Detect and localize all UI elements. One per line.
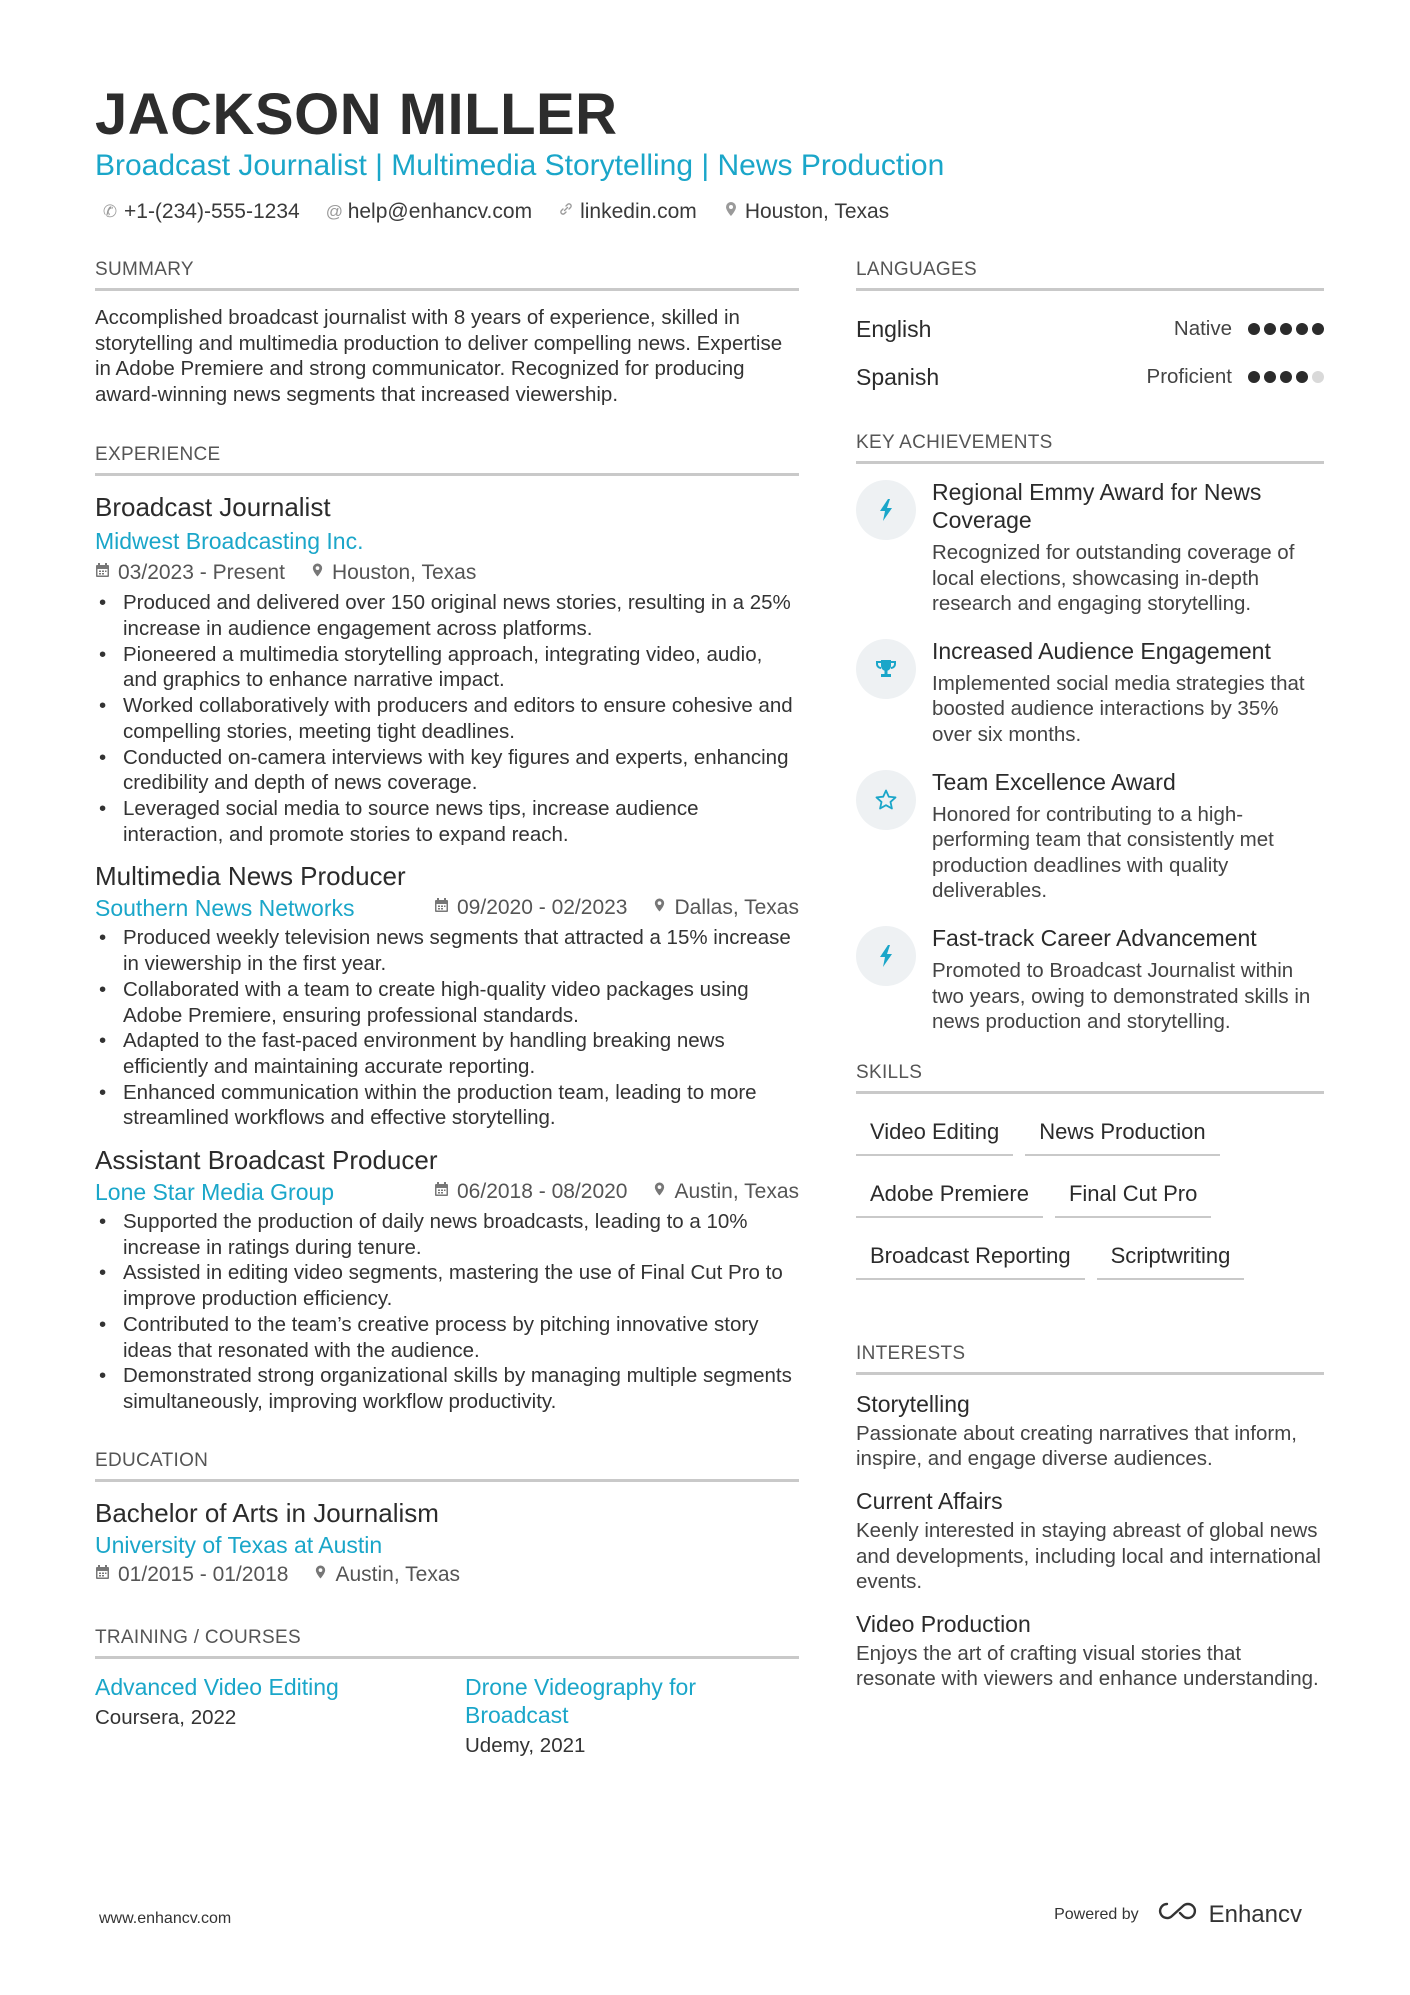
languages-heading: LANGUAGES [856,258,1324,291]
achievement-item [856,924,1324,1035]
bullet-item: • Supported the production of daily news broadcasts, leading to a 10% increase in ratings during tenure. [95,1209,799,1260]
achievement-list [856,478,1324,1035]
language-level: Native [1173,317,1232,340]
job-title: Multimedia News Producer [95,861,406,892]
job-location-text: Houston, Texas [331,561,477,585]
contact-phone[interactable] [102,198,300,226]
achievement-title: Team Excellence Award [932,768,1176,795]
achievement-title: Increased Audience Engagement [932,637,1271,664]
candidate-tagline: Broadcast Journalist | Multimedia Storytelling | News Production [95,149,945,182]
at-icon: @ [325,202,343,221]
language-name: English [856,315,932,342]
language-item [856,353,1324,401]
job-entry [95,1143,799,1415]
job-dates-text: 09/2020 - 02/2023 [457,896,628,920]
location-pin-icon [723,198,739,226]
linkedin-text: linkedin.com [580,200,697,223]
job-location-text: Austin, Texas [674,1180,799,1204]
interest-item [856,1609,1324,1692]
proficiency-dot [1280,323,1292,335]
summary-heading: SUMMARY [95,258,799,291]
job-dates [95,558,285,588]
achievement-title: Fast-track Career Advancement [932,924,1257,951]
achievement-title: Regional Emmy Award for News Coverage [932,479,1262,533]
phone-text: +1-(234)-555-1234 [124,200,300,223]
job-entry [95,859,799,1131]
proficiency-dot [1248,323,1260,335]
brand-logo[interactable] [1155,1900,1302,1929]
education-dates [95,1560,288,1590]
achievement-desc: Recognized for outstanding coverage of local elections, showcasing in-depth research and engaging storytelling. [932,541,1295,616]
job-company: Lone Star Media Group [95,1179,335,1206]
contact-email[interactable] [326,198,532,226]
skills-heading: SKILLS [856,1061,1324,1094]
proficiency-dot [1312,371,1324,383]
bolt-icon [856,480,916,540]
job-bullets [95,590,799,847]
interest-desc: Keenly interested in staying abreast of global news and developments, including local and international events. [856,1518,1321,1594]
skill-tag: Final Cut Pro [1055,1170,1211,1218]
bullet-item: • Assisted in editing video segments, mastering the use of Final Cut Pro to improve production efficiency. [95,1260,799,1311]
bullet-item: • Conducted on-camera interviews with key figures and experts, enhancing credibility and depth of news coverage. [95,745,799,796]
job-meta [434,1177,799,1207]
achievement-desc: Promoted to Broadcast Journalist within two years, owing to demonstrated skills in news production and storytelling. [932,958,1311,1034]
education-location-text: Austin, Texas [335,1562,460,1586]
footer-website[interactable]: www.enhancv.com [99,1910,232,1927]
job-company: Midwest Broadcasting Inc. [95,528,364,555]
star-icon [856,770,916,830]
proficiency-dot [1296,371,1308,383]
language-item [856,305,1324,353]
training-heading: TRAINING / COURSES [95,1626,799,1659]
education-heading: EDUCATION [95,1449,799,1482]
skill-tag: Video Editing [856,1108,1013,1156]
bullet-item: • Demonstrated strong organizational skills by managing multiple segments simultaneously, improving workflow productivity. [95,1363,799,1414]
bullet-item: • Pioneered a multimedia storytelling approach, integrating video, audio, and graphics to enhance narrative impact. [95,642,799,693]
job-location-text: Dallas, Texas [674,896,799,920]
education-dates-text: 01/2015 - 01/2018 [118,1562,289,1586]
bolt-icon [856,926,916,986]
interest-title: Video Production [856,1610,1031,1637]
course-provider: Udemy, 2021 [465,1733,586,1757]
interest-desc: Enjoys the art of crafting visual stories that resonate with viewers and enhance understanding. [856,1641,1319,1691]
summary-text: Accomplished broadcast journalist with 8 years of experience, skilled in storytelling and multimedia production to deliver compelling news. Expertise in Adobe Premiere and strong communicator. Recognized for producing award-winning news segments that increased viewership. [95,306,783,406]
job-location [653,1177,799,1207]
footer-branding [1054,1900,1302,1929]
job-company: Southern News Networks [95,895,355,922]
contact-bar [102,198,889,226]
phone-icon: ✆ [102,202,118,221]
skill-tag: Broadcast Reporting [856,1232,1085,1280]
location-pin-icon [314,1560,327,1590]
job-dates-text: 03/2023 - Present [118,561,285,585]
job-dates-text: 06/2018 - 08/2020 [457,1180,628,1204]
language-proficiency [1147,365,1324,389]
skill-tag: News Production [1025,1108,1219,1156]
school-name: University of Texas at Austin [95,1531,383,1558]
job-title: Assistant Broadcast Producer [95,1145,438,1176]
education-meta [95,1560,799,1590]
interests-heading: INTERESTS [856,1342,1324,1375]
job-dates [434,893,627,923]
proficiency-dot [1296,323,1308,335]
brand-name: Enhancv [1208,1900,1302,1928]
location-pin-icon [653,893,666,923]
achievement-item [856,768,1324,904]
job-title: Broadcast Journalist [95,492,331,523]
contact-location [723,198,889,226]
interest-item [856,1389,1324,1472]
calendar-icon [434,893,449,923]
bullet-item: • Collaborated with a team to create high-quality video packages using Adobe Premiere, ensuring professional standards. [95,977,799,1028]
language-name: Spanish [856,363,940,390]
proficiency-dots [1248,323,1324,335]
course-item [465,1673,765,1761]
calendar-icon [95,1560,110,1590]
job-entry [95,490,799,847]
course-list [95,1673,799,1761]
enhancv-logo-icon [1155,1900,1201,1929]
language-level: Proficient [1146,365,1232,388]
job-location [311,558,476,588]
bullet-item: • Produced and delivered over 150 original news stories, resulting in a 25% increase in audience engagement across platforms. [95,590,799,641]
left-column [95,258,799,1761]
job-company-line [95,893,799,923]
education-location [314,1560,460,1590]
interest-list [856,1389,1324,1692]
proficiency-dot [1312,323,1324,335]
bullet-item: • Adapted to the fast-paced environment by handling breaking news efficiently and maintaining accurate reporting. [95,1028,799,1079]
skill-tag: Adobe Premiere [856,1170,1043,1218]
job-meta [434,893,799,923]
candidate-name: JACKSON MILLER [95,82,618,147]
achievements-heading: KEY ACHIEVEMENTS [856,431,1324,464]
achievement-item [856,478,1324,617]
bullet-item: • Produced weekly television news segments that attracted a 15% increase in viewership in the first year. [95,925,799,976]
job-bullets [95,925,799,1131]
powered-by-text: Powered by [1054,1905,1139,1923]
job-meta [95,558,799,588]
calendar-icon [434,1177,449,1207]
bullet-item: • Contributed to the team’s creative process by pitching innovative story ideas that resonated with the audience. [95,1312,799,1363]
right-column [856,258,1324,1706]
course-title: Drone Videography for Broadcast [465,1673,696,1728]
location-pin-icon [311,558,324,588]
achievement-desc: Honored for contributing to a high-performing team that consistently met production deadlines with quality deliverables. [932,802,1274,903]
experience-heading: EXPERIENCE [95,443,799,476]
proficiency-dot [1264,323,1276,335]
interest-title: Storytelling [856,1390,970,1417]
course-title: Advanced Video Editing [95,1673,339,1700]
language-proficiency [1174,317,1324,341]
education-entry [95,1496,799,1590]
link-icon [558,198,574,226]
achievement-desc: Implemented social media strategies that boosted audience interactions by 35% over six months. [932,671,1305,746]
proficiency-dot [1248,371,1260,383]
location-pin-icon [653,1177,666,1207]
job-bullets [95,1209,799,1415]
calendar-icon [95,558,110,588]
skill-list [856,1108,1324,1294]
course-item [95,1673,465,1761]
language-list [856,305,1324,401]
trophy-icon [856,639,916,699]
interest-desc: Passionate about creating narratives that inform, inspire, and engage diverse audiences. [856,1421,1297,1471]
proficiency-dot [1264,371,1276,383]
achievement-item [856,637,1324,748]
email-text: help@enhancv.com [347,200,533,223]
bullet-item: • Enhanced communication within the production team, leading to more streamlined workflows and effective storytelling. [95,1080,799,1131]
interest-title: Current Affairs [856,1487,1003,1514]
bullet-item: • Leveraged social media to source news tips, increase audience interaction, and promote stories to expand reach. [95,796,799,847]
skill-tag: Scriptwriting [1097,1232,1245,1280]
job-company-line [95,1177,799,1207]
location-text: Houston, Texas [744,200,890,223]
interest-item [856,1486,1324,1595]
proficiency-dots [1248,371,1324,383]
degree-title: Bachelor of Arts in Journalism [95,1497,439,1528]
job-location [653,893,799,923]
course-provider: Coursera, 2022 [95,1705,237,1729]
proficiency-dot [1280,371,1292,383]
contact-linkedin[interactable] [558,198,697,226]
job-dates [434,1177,627,1207]
bullet-item: • Worked collaboratively with producers and editors to ensure cohesive and compelling stories, meeting tight deadlines. [95,693,799,744]
